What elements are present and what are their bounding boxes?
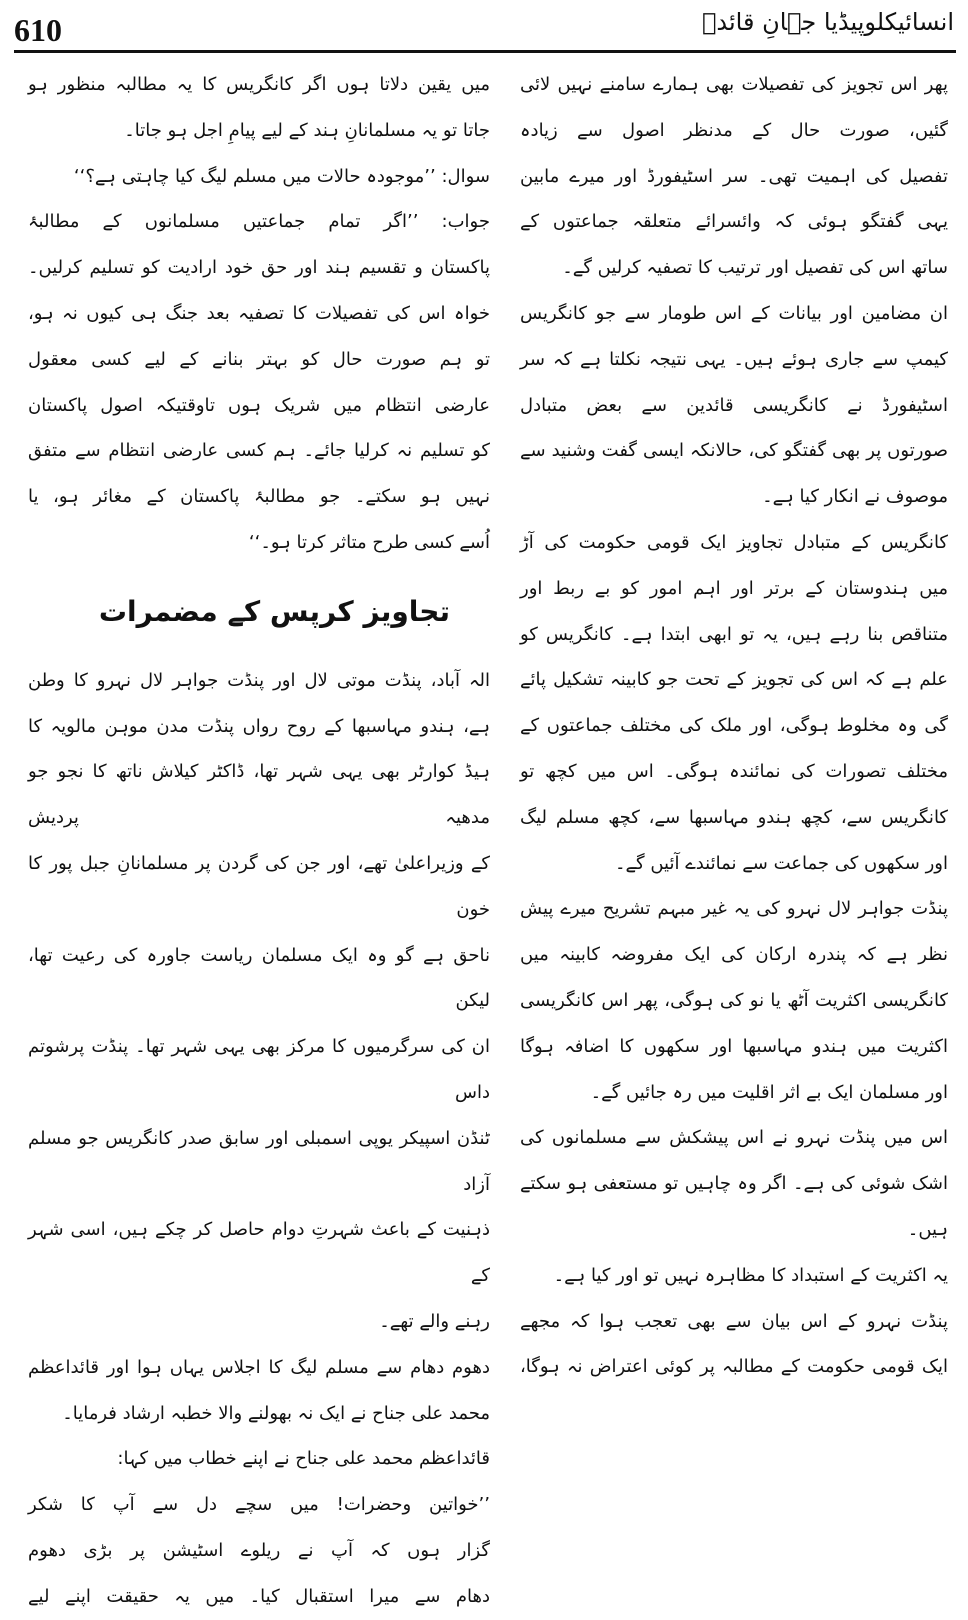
paragraph xyxy=(520,291,948,520)
text-line: میں یقین دلاتا ہوں اگر کانگریس کا یہ مطالبہ منظور ہو xyxy=(28,74,490,95)
text-line: کے وزیراعلیٰ تھے، اور جن کی گردن پر مسلمانانِ جبل پور کا خون xyxy=(28,852,490,920)
text-line: قائداعظم محمد علی جناح نے اپنے خطاب میں کہا: xyxy=(117,1448,490,1470)
text-line: نہیں ہو سکتے۔ جو مطالبۂ پاکستان کے مغائر ہو، یا xyxy=(28,486,490,508)
text-line: یہی گفتگو ہوئی کہ وائسرائے متعلقہ جماعتوں کے xyxy=(520,211,948,233)
paragraph xyxy=(520,886,948,1115)
text-line: ہیڈ کوارٹر بھی یہی شہر تھا، ڈاکٹر کیلاش ناتھ کا نجو جو مدھیہ پردیش xyxy=(28,761,490,829)
text-line: اور سکھوں کی جماعت سے نمائندے آئیں گے۔ xyxy=(614,852,948,874)
text-line: نظر ہے کہ پندرہ ارکان کی ایک مفروضہ کابینہ میں xyxy=(520,944,948,966)
text-line: پنڈت جواہر لال نہرو کی یہ غیر مبہم تشریح میرے پیش xyxy=(520,898,948,920)
text-line: اس میں پنڈت نہرو نے اس پیشکش سے مسلمانوں کی xyxy=(520,1127,948,1149)
text-line: پاکستان و تقسیم ہند اور حق خود ارادیت کو تسلیم کرلیں۔ xyxy=(28,257,490,279)
text-line: جاتا تو یہ مسلمانانِ ہند کے لیے پیامِ اجل ہو جاتا۔ xyxy=(124,119,490,141)
paragraph xyxy=(28,1482,490,1619)
text-line: الہ آباد، پنڈت موتی لال اور پنڈت جواہر لال نہرو کا وطن xyxy=(28,669,490,691)
text-line: محمد علی جناح نے ایک نہ بھولنے والا خطبہ ارشاد فرمایا۔ xyxy=(62,1402,490,1424)
text-line: تو ہم صورت حال کو بہتر بنانے کے لیے کسی معقول xyxy=(28,348,490,370)
text-line: کانگریسی اکثریت آٹھ یا نو کی ہوگی، پھر اس کانگریسی xyxy=(520,989,948,1011)
text-line: ساتھ اس کی تفصیل اور ترتیب کا تصفیہ کرلیں گے۔ xyxy=(562,257,948,279)
text-line: گزار ہوں کہ آپ نے ریلوے اسٹیشن پر بڑی دھوم xyxy=(28,1539,490,1561)
text-line: کو تسلیم نہ کرلیا جائے۔ ہم کسی عارضی انتظام سے متفق xyxy=(28,440,490,462)
paragraph xyxy=(520,1253,948,1299)
text-line: ہے، ہندو مہاسبھا کے روح رواں پنڈت مدن موہن مالویہ کا xyxy=(28,715,490,737)
text-line: صورتوں پر بھی گفتگو کی، حالانکہ ایسی گفت وشنید سے xyxy=(520,440,948,462)
paragraph xyxy=(520,520,948,886)
paragraph xyxy=(28,1436,490,1482)
text-line: میں ہندوستان کے برتر اور اہم امور کو بے ربط اور xyxy=(520,577,948,599)
paragraph xyxy=(28,154,490,200)
paragraph xyxy=(520,1299,948,1391)
text-line: کانگریس کے متبادل تجاویز ایک قومی حکومت کی آڑ xyxy=(520,531,948,553)
text-line: ’’خواتین وحضرات! میں سچے دل سے آپ کا شکر xyxy=(28,1494,490,1516)
text-line: متناقص بنا رہے ہیں، یہ تو ابھی ابتدا ہے۔ کانگریس کو xyxy=(520,623,948,645)
text-line: علم ہے کہ اس کی تجویز کے تحت جو کابینہ تشکیل پائے xyxy=(520,669,948,691)
text-line: ناحق ہے گو وہ ایک مسلمان ریاست جاورہ کی رعیت تھا، لیکن xyxy=(28,944,490,1012)
header-rule xyxy=(14,50,956,53)
text-line: اکثریت میں ہندو مہاسبھا اور سکھوں کا اضافہ ہوگا xyxy=(520,1035,948,1057)
text-line: جواب: ’’اگر تمام جماعتیں مسلمانوں کے مطالبۂ xyxy=(28,211,490,233)
right-column xyxy=(520,62,948,1390)
page-number: 610 xyxy=(14,12,62,48)
text-line: ان مضامین اور بیانات کے اس طومار سے جو کانگریس xyxy=(520,302,948,324)
text-line: ایک قومی حکومت کے مطالبہ پر کوئی اعتراض نہ ہوگا، xyxy=(520,1356,948,1378)
paragraph xyxy=(28,1345,490,1437)
text-line: خواہ اس کی تفصیلات کا تصفیہ بعد جنگ ہی کیوں نہ ہو، xyxy=(28,302,490,324)
text-line: پنڈت نہرو کے اس بیان سے بھی تعجب ہوا کہ مجھے xyxy=(520,1310,948,1332)
text-line: پھر اس تجویز کی تفصیلات بھی ہمارے سامنے نہیں لائی xyxy=(520,74,948,95)
text-line: ذہنیت کے باعث شہرتِ دوام حاصل کر چکے ہیں، اسی شہر کے xyxy=(28,1219,490,1287)
text-line: رہنے والے تھے۔ xyxy=(379,1310,490,1332)
text-line: اور مسلمان ایک بے اثر اقلیت میں رہ جائیں گے۔ xyxy=(590,1081,948,1103)
text-line: موصوف نے انکار کیا ہے۔ xyxy=(762,486,948,508)
text-line: سوال: ’’موجودہ حالات میں مسلم لیگ کیا چاہتی ہے؟‘‘ xyxy=(73,165,490,187)
left-column xyxy=(28,62,490,1620)
paragraph xyxy=(520,1115,948,1252)
text-line: اشک شوئی کی ہے۔ اگر وہ چاہیں تو مستعفی ہو سکتے ہیں۔ xyxy=(520,1173,948,1240)
text-line: گی وہ مخلوط ہوگی، اور ملک کی مختلف جماعتوں کے xyxy=(520,715,948,737)
book-title: انسائیکلوپیڈیا جہانِ قائدؒ xyxy=(702,8,954,36)
text-line: اُسے کسی طرح متاثر کرتا ہو۔‘‘ xyxy=(248,531,490,553)
text-line: اسٹیفورڈ نے کانگریسی قائدین سے بعض متبادل xyxy=(520,394,948,416)
section-heading: تجاویز کرپس کے مضمرات xyxy=(98,594,450,628)
text-line: تفصیل کی اہمیت تھی۔ سر اسٹیفورڈ اور میرے مابین xyxy=(520,165,948,187)
text-line: دھام سے میرا استقبال کیا۔ میں یہ حقیقت اپنے لیے xyxy=(28,1585,490,1607)
text-line: عارضی انتظام میں شریک ہوں تاوقتیکہ اصول پاکستان xyxy=(28,394,490,416)
text-line: یہ اکثریت کے استبداد کا مظاہرہ نہیں تو اور کیا ہے۔ xyxy=(553,1264,948,1286)
paragraph xyxy=(520,62,948,291)
text-line: گئیں، صورت حال کے مدنظر اصول سے زیادہ xyxy=(520,119,948,141)
text-line: کیمپ سے جاری ہوئے ہیں۔ یہی نتیجہ نکلتا ہے کہ سر xyxy=(520,348,948,370)
paragraph xyxy=(28,199,490,565)
text-line: ٹنڈن اسپیکر یوپی اسمبلی اور سابق صدر کانگریس جو مسلم آزاد xyxy=(28,1127,490,1195)
text-line: کانگریس سے، کچھ ہندو مہاسبھا سے، کچھ مسلم لیگ xyxy=(520,806,948,828)
paragraph xyxy=(28,658,490,1345)
text-line: دھوم دھام سے مسلم لیگ کا اجلاس یہاں ہوا اور قائداعظم xyxy=(28,1356,490,1378)
text-line: ان کی سرگرمیوں کا مرکز بھی یہی شہر تھا۔ پنڈت پرشوتم داس xyxy=(28,1036,490,1103)
text-line: مختلف تصورات کی نمائندہ ہوگی۔ اس میں کچھ تو xyxy=(520,760,948,782)
paragraph xyxy=(28,62,490,154)
